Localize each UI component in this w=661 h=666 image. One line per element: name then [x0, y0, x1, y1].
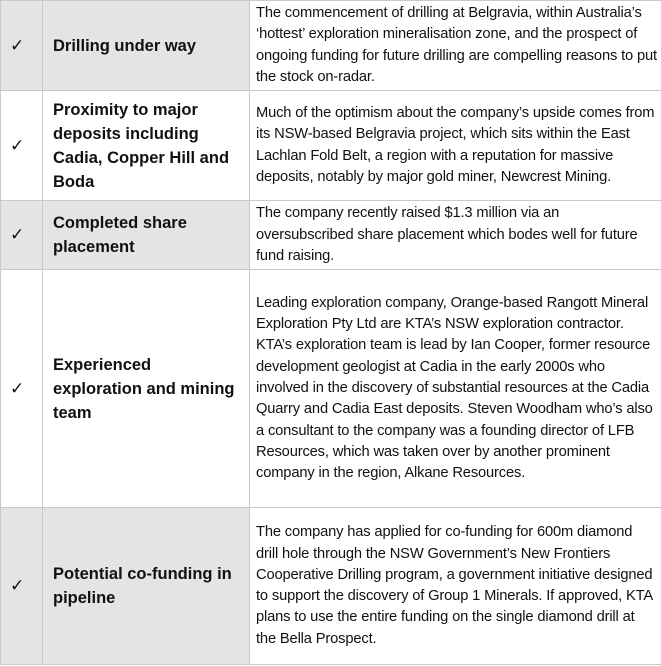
- row-description: The company recently raised $1.3 million via an oversubscribed share placement which bodes well for future fund raising.: [250, 201, 661, 270]
- row-description: The commencement of drilling at Belgravia, within Australia’s ‘hottest’ exploration mineralisation zone, and the prospect of ongoing funding for future drilling are compelling reasons to put the stock on-radar.: [250, 1, 661, 91]
- table-row: [1, 201, 661, 270]
- checkmark-icon: ✓: [1, 1, 43, 91]
- row-title: Drilling under way: [43, 1, 250, 91]
- row-description: The company has applied for co-funding for 600m diamond drill hole through the NSW Government’s New Frontiers Cooperative Drilling program, a government initiative designed to support the discovery of Group 1 Minerals. If approved, KTA plans to use the entire funding on the single diamond drill at the Bella Prospect.: [250, 508, 661, 665]
- checkmark-icon: ✓: [1, 201, 43, 270]
- checkmark-icon: ✓: [1, 270, 43, 508]
- row-title: Experienced exploration and mining team: [43, 270, 250, 508]
- row-title: Potential co-funding in pipeline: [43, 508, 250, 665]
- row-title: Completed share placement: [43, 201, 250, 270]
- table-row: [1, 1, 661, 91]
- row-description: Leading exploration company, Orange-based Rangott Mineral Exploration Pty Ltd are KTA’s NSW exploration contractor. KTA’s exploration team is lead by Ian Cooper, former resource development geologist at Cadia in the early 2000s who involved in the discovery of substantial resources at the Cadia Quarry and Cadia East deposits. Steven Woodham who’s also a consultant to the company was a founding director of LFB Resources, which was taken over by another prominent company in the region, Alkane Resources.: [250, 270, 661, 508]
- row-title: Proximity to major deposits including Cadia, Copper Hill and Boda: [43, 91, 250, 201]
- row-description: Much of the optimism about the company’s upside comes from its NSW-based Belgravia project, which sits within the East Lachlan Fold Belt, a region with a reputation for massive deposits, notably by major gold miner, Newcrest Mining.: [250, 91, 661, 201]
- checkmark-icon: ✓: [1, 91, 43, 201]
- table-row: [1, 270, 661, 508]
- table-row: [1, 91, 661, 201]
- table-row: [1, 508, 661, 665]
- checkmark-icon: ✓: [1, 508, 43, 665]
